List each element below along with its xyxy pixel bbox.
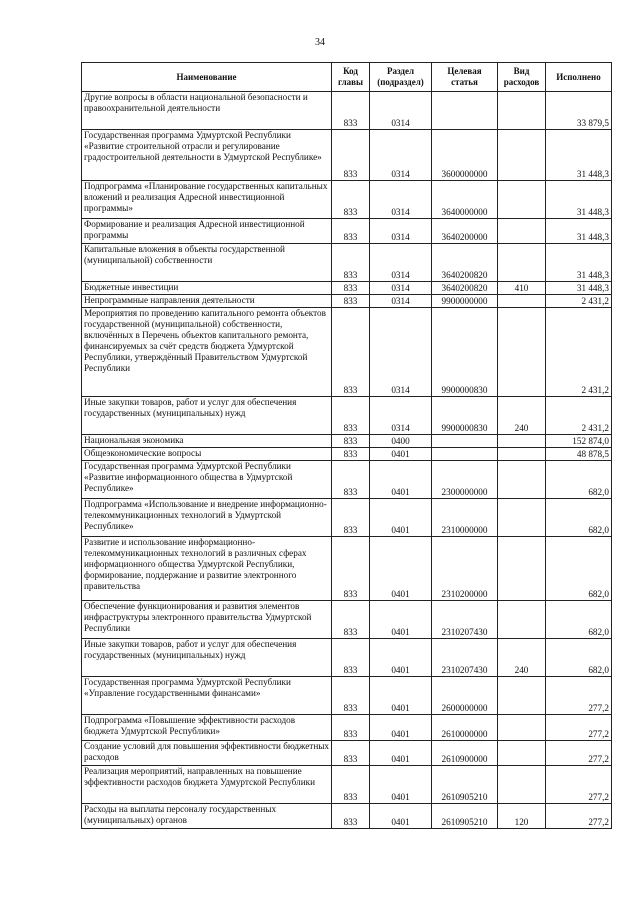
cell-name: Капитальные вложения в объекты государственной (муниципальной) собственности — [82, 244, 332, 282]
cell-kind — [498, 435, 546, 448]
cell-section: 0314 — [370, 130, 432, 181]
table-row — [82, 804, 612, 829]
cell-section: 0401 — [370, 715, 432, 741]
cell-section: 0314 — [370, 219, 432, 244]
cell-name: Другие вопросы в области национальной безопасности и правоохранительной деятельности — [82, 92, 332, 130]
cell-name: Национальная экономика — [82, 435, 332, 448]
cell-code: 833 — [332, 766, 370, 804]
cell-kind — [498, 181, 546, 219]
cell-amount: 152 874,0 — [546, 435, 612, 448]
cell-target: 2310000000 — [432, 499, 498, 537]
cell-section: 0401 — [370, 766, 432, 804]
cell-code: 833 — [332, 741, 370, 766]
cell-code: 833 — [332, 601, 370, 639]
cell-code: 833 — [332, 244, 370, 282]
cell-amount: 682,0 — [546, 499, 612, 537]
cell-target: 9900000830 — [432, 397, 498, 435]
cell-name: Государственная программа Удмуртской Республики «Управление государственными финансами» — [82, 677, 332, 715]
cell-kind — [498, 295, 546, 308]
table-row — [82, 282, 612, 295]
cell-name: Реализация мероприятий, направленных на повышение эффективности расходов бюджета Удмуртской Республики — [82, 766, 332, 804]
cell-amount: 31 448,3 — [546, 219, 612, 244]
cell-target: 2310207430 — [432, 639, 498, 677]
cell-name: Государственная программа Удмуртской Республики «Развитие строительной отрасли и регулирование градостроительной деятельности в Удмуртской Республике» — [82, 130, 332, 181]
cell-amount: 277,2 — [546, 766, 612, 804]
table-row — [82, 448, 612, 461]
cell-kind: 410 — [498, 282, 546, 295]
cell-amount: 2 431,2 — [546, 397, 612, 435]
table-row — [82, 130, 612, 181]
cell-target: 2310200000 — [432, 537, 498, 601]
cell-name: Общеэкономические вопросы — [82, 448, 332, 461]
cell-code: 833 — [332, 219, 370, 244]
cell-section: 0401 — [370, 677, 432, 715]
cell-target — [432, 92, 498, 130]
cell-target: 2610900000 — [432, 741, 498, 766]
cell-code: 833 — [332, 397, 370, 435]
cell-name: Иные закупки товаров, работ и услуг для обеспечения государственных (муниципальных) нужд — [82, 639, 332, 677]
cell-kind — [498, 766, 546, 804]
cell-kind — [498, 448, 546, 461]
table-row — [82, 397, 612, 435]
cell-code: 833 — [332, 308, 370, 397]
cell-section: 0401 — [370, 804, 432, 829]
cell-kind: 240 — [498, 397, 546, 435]
cell-section: 0400 — [370, 435, 432, 448]
cell-code: 833 — [332, 448, 370, 461]
cell-code: 833 — [332, 461, 370, 499]
table-row — [82, 537, 612, 601]
cell-name: Бюджетные инвестиции — [82, 282, 332, 295]
cell-amount: 277,2 — [546, 715, 612, 741]
cell-section: 0401 — [370, 499, 432, 537]
table-row — [82, 461, 612, 499]
table-row — [82, 295, 612, 308]
table-row — [82, 499, 612, 537]
cell-name: Развитие и использование информационно-телекоммуникационных технологий в различных сферах информационного общества Удмуртской Республики, формирование, поддержание и развитие электронного правительства — [82, 537, 332, 601]
table-header-row — [82, 63, 612, 92]
cell-amount: 2 431,2 — [546, 295, 612, 308]
cell-kind — [498, 461, 546, 499]
table-row — [82, 308, 612, 397]
cell-name: Формирование и реализация Адресной инвестиционной программы — [82, 219, 332, 244]
table-row — [82, 766, 612, 804]
cell-target — [432, 448, 498, 461]
cell-name: Подпрограмма «Использование и внедрение информационно-телекоммуникационных технологий в Удмуртской Республике» — [82, 499, 332, 537]
cell-amount: 31 448,3 — [546, 282, 612, 295]
cell-target: 3640000000 — [432, 181, 498, 219]
cell-code: 833 — [332, 537, 370, 601]
cell-kind — [498, 537, 546, 601]
cell-section: 0401 — [370, 639, 432, 677]
cell-amount: 682,0 — [546, 537, 612, 601]
cell-amount: 2 431,2 — [546, 308, 612, 397]
cell-code: 833 — [332, 130, 370, 181]
cell-section: 0401 — [370, 741, 432, 766]
cell-kind — [498, 677, 546, 715]
cell-kind — [498, 219, 546, 244]
cell-target: 2610000000 — [432, 715, 498, 741]
header-target: Целевая статья — [432, 63, 498, 92]
cell-target: 2610905210 — [432, 766, 498, 804]
header-amount: Исполнено — [546, 63, 612, 92]
cell-name: Непрограммные направления деятельности — [82, 295, 332, 308]
cell-amount: 31 448,3 — [546, 244, 612, 282]
cell-section: 0314 — [370, 282, 432, 295]
cell-target — [432, 435, 498, 448]
table-row — [82, 435, 612, 448]
table-row — [82, 92, 612, 130]
cell-target: 3600000000 — [432, 130, 498, 181]
header-section: Раздел (подраздел) — [370, 63, 432, 92]
cell-name: Расходы на выплаты персоналу государственных (муниципальных) органов — [82, 804, 332, 829]
table-row — [82, 244, 612, 282]
cell-code: 833 — [332, 181, 370, 219]
cell-code: 833 — [332, 804, 370, 829]
cell-kind — [498, 601, 546, 639]
cell-code: 833 — [332, 677, 370, 715]
cell-section: 0401 — [370, 461, 432, 499]
cell-kind — [498, 308, 546, 397]
table-row — [82, 741, 612, 766]
cell-kind — [498, 244, 546, 282]
cell-amount: 31 448,3 — [546, 130, 612, 181]
cell-code: 833 — [332, 499, 370, 537]
cell-name: Мероприятия по проведению капитального ремонта объектов государственной (муниципальной) собственности, включённых в Перечень объектов капитального ремонта, финансируемых за счёт средств бюджета Удмуртской Республики, утверждённый Правительством Удмуртской Республики — [82, 308, 332, 397]
table-row — [82, 715, 612, 741]
cell-target: 3640200820 — [432, 282, 498, 295]
cell-name: Иные закупки товаров, работ и услуг для обеспечения государственных (муниципальных) нужд — [82, 397, 332, 435]
cell-kind — [498, 130, 546, 181]
cell-target: 2600000000 — [432, 677, 498, 715]
cell-section: 0314 — [370, 295, 432, 308]
cell-name: Обеспечение функционирования и развития элементов инфраструктуры электронного правительства Удмуртской Республики — [82, 601, 332, 639]
cell-amount: 682,0 — [546, 461, 612, 499]
cell-amount: 277,2 — [546, 804, 612, 829]
cell-target: 2300000000 — [432, 461, 498, 499]
cell-code: 833 — [332, 715, 370, 741]
cell-name: Государственная программа Удмуртской Республики «Развитие информационного общества в Удмуртской Республике» — [82, 461, 332, 499]
budget-table — [81, 62, 612, 829]
cell-code: 833 — [332, 639, 370, 677]
cell-amount: 277,2 — [546, 677, 612, 715]
cell-section: 0314 — [370, 308, 432, 397]
header-code: Код главы — [332, 63, 370, 92]
cell-amount: 277,2 — [546, 741, 612, 766]
table-row — [82, 181, 612, 219]
table-row — [82, 601, 612, 639]
cell-name: Подпрограмма «Повышение эффективности расходов бюджета Удмуртской Республики» — [82, 715, 332, 741]
cell-amount: 33 879,5 — [546, 92, 612, 130]
cell-amount: 48 878,5 — [546, 448, 612, 461]
cell-target: 9900000000 — [432, 295, 498, 308]
cell-target: 2310207430 — [432, 601, 498, 639]
cell-section: 0401 — [370, 448, 432, 461]
table-row — [82, 219, 612, 244]
cell-kind: 120 — [498, 804, 546, 829]
page-number: 34 — [315, 37, 325, 48]
cell-kind — [498, 92, 546, 130]
cell-amount: 682,0 — [546, 639, 612, 677]
cell-amount: 31 448,3 — [546, 181, 612, 219]
cell-section: 0314 — [370, 244, 432, 282]
cell-target: 9900000830 — [432, 308, 498, 397]
cell-code: 833 — [332, 92, 370, 130]
cell-kind — [498, 715, 546, 741]
cell-name: Подпрограмма «Планирование государственных капитальных вложений и реализация Адресной инвестиционной программы» — [82, 181, 332, 219]
header-kind: Вид расходов — [498, 63, 546, 92]
cell-kind: 240 — [498, 639, 546, 677]
cell-target: 3640200000 — [432, 219, 498, 244]
cell-section: 0401 — [370, 601, 432, 639]
table-row — [82, 677, 612, 715]
cell-section: 0314 — [370, 397, 432, 435]
cell-amount: 682,0 — [546, 601, 612, 639]
cell-code: 833 — [332, 282, 370, 295]
cell-code: 833 — [332, 435, 370, 448]
cell-section: 0314 — [370, 92, 432, 130]
header-name: Наименование — [82, 63, 332, 92]
cell-target: 3640200820 — [432, 244, 498, 282]
cell-section: 0401 — [370, 537, 432, 601]
cell-kind — [498, 499, 546, 537]
table-row — [82, 639, 612, 677]
cell-target: 2610905210 — [432, 804, 498, 829]
cell-name: Создание условий для повышения эффективности бюджетных расходов — [82, 741, 332, 766]
cell-code: 833 — [332, 295, 370, 308]
cell-kind — [498, 741, 546, 766]
cell-section: 0314 — [370, 181, 432, 219]
